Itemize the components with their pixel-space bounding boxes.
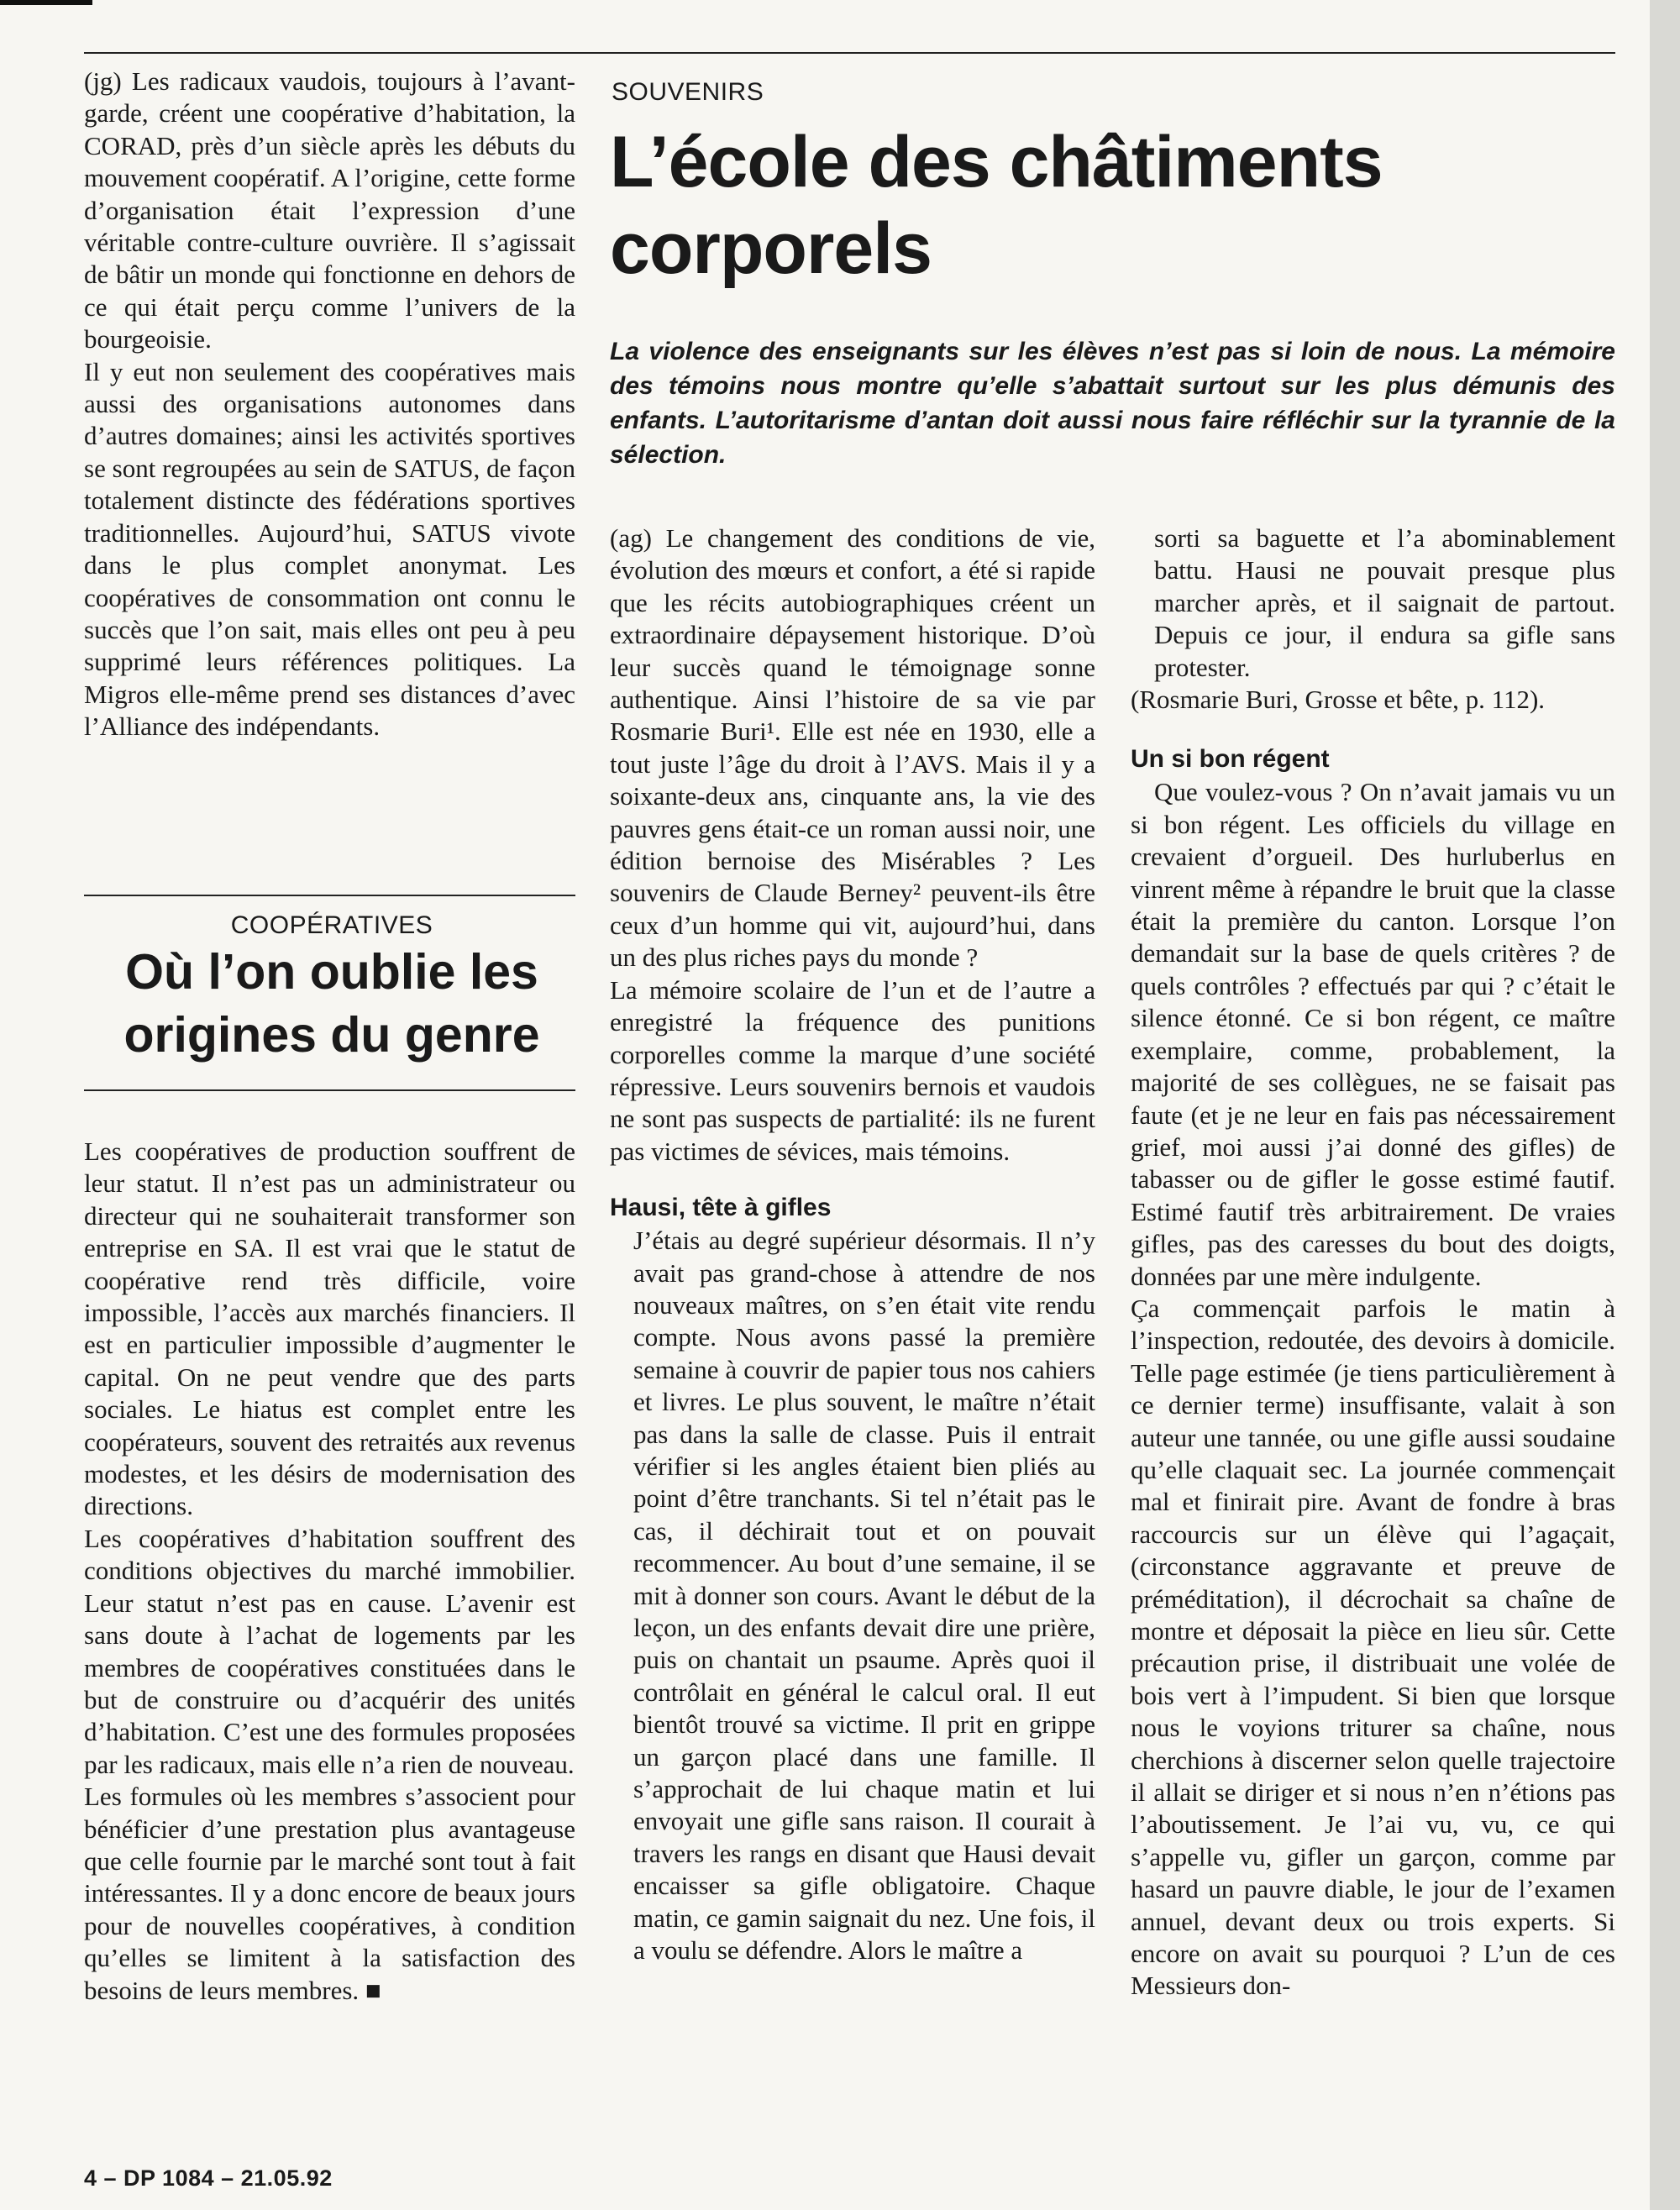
- left-intro-paragraph-2: Il y eut non seulement des coopératives mais aussi des organisations autonomes dans d’autres domaines; ainsi les activités sportives se sont regroupées au sein de SATUS, de façon totalement distincte des fédérations sportives traditionnelles. Aujourd’hui, SATUS vivote dans le plus complet anonymat. Les coopératives de consommation ont connu le succès que l’on sait, mais elles ont peu à peu supprimé leurs références politiques. La Migros elle-même prend ses distances d’avec l’Alliance des indépendants.: [84, 356, 575, 742]
- left-intro-column: [84, 66, 575, 743]
- page-right-edge: [1650, 0, 1680, 2210]
- subhead-bon-regent: Un si bon régent: [1131, 745, 1330, 774]
- top-rule: [84, 52, 1615, 54]
- side-article-title: Où l’on oublie les origines du genre: [123, 944, 540, 1063]
- main-col1-quote: J’étais au degré supérieur désormais. Il n’y avait pas grand-chose à attendre de nos nouveaux maîtres, on s’en était vite rendu compte. Nous avons passé la première semaine à couvrir de papier tous nos cahiers et livres. Le plus souvent, le maître n’était pas dans la salle de classe. Puis il entrait vérifier si les angles étaient bien pliés au point d’être tranchants. Si tel n’était pas le cas, il déchirait tout et on pouvait recommencer. Au bout d’une semaine, il se mit à donner son cours. Avant le début de la leçon, un des enfants devait dire une prière, puis on chantait un psaume. Après quoi il contrôlait en général le calcul oral. Il eut bientôt trouvé sa victime. Il prit en grippe un garçon placé dans une famille. Il s’approchait de lui chaque matin et lui envoyait une gifle sans raison. Il courait à travers les rangs en disant que Hausi devait encaisser sa gifle obligatoire. Chaque matin, ce gamin saignait du nez. Une fois, il a voulu se défendre. Alors le maître a: [633, 1226, 1095, 1966]
- main-article-column-1: [610, 522, 1095, 1966]
- side-article-paragraph-3: Les formules où les membres s’associent pour bénéficier d’une prestation plus avantageuse que celle fournie par le marché sont tout à fait intéressantes. Il y a donc encore de beaux jours pour de nouvelles coopératives, à condition qu’elles se limitent à la satisfaction des besoins de leurs membres. ■: [84, 1782, 575, 2005]
- page-top-border: [0, 0, 1680, 15]
- main-col1-paragraph-2: La mémoire scolaire de l’un et de l’autre a enregistré la fréquence des punitions corporelles comme la marque d’une société répressive. Leurs souvenirs bernois et vaudois ne sont pas suspects de partialité: ils ne furent pas victimes de sévices, mais témoins.: [610, 974, 1095, 1166]
- top-corner-mark: [0, 0, 92, 5]
- main-article-lead: La violence des enseignants sur les élèves n’est pas si loin de nous. La mémoire des témoins nous montre qu’elle s’abattait surtout sur les plus démunis des enfants. L’autoritarisme d’antan doit aussi nous faire réfléchir sur la tyrannie de la sélection.: [610, 338, 1615, 469]
- main-col2-citation: (Rosmarie Buri, Grosse et bête, p. 112).: [1131, 685, 1546, 715]
- side-article-paragraph-1: Les coopératives de production souffrent de leur statut. Il n’est pas un administrateur ou directeur qui ne souhaiterait transformer son entreprise en SA. Il est vrai que le statut de coopérative rend très difficile, voire impossible, l’accès aux marchés financiers. Il est en particulier impossible d’augmenter le capital. On ne peut vendre que des parts sociales. Le hiatus est complet entre les coopérateurs, souvent des retraités aux revenus modestes, et les désirs de modernisation des directions.: [84, 1136, 575, 1521]
- main-article-kicker: SOUVENIRS: [612, 78, 764, 106]
- side-article-bottom-rule: [84, 1089, 575, 1091]
- side-article-top-rule: [84, 895, 575, 896]
- main-col2-paragraph-2: Ça commençait parfois le matin à l’inspection, redoutée, des devoirs à domicile. Telle page estimée (je tiens particulièrement à ce dernier terme) insuffisante, valait à son auteur une tannée, ou une gifle aussi soudaine qu’elle claquait sec. La journée commençait mal et finirait pire. Avant de fondre à bras raccourcis sur un élève qui l’agaçait, (circonstance aggravante et preuve de préméditation), il décrochait sa chaîne de montre et déposait la pièce en lieu sûr. Cette précaution prise, il distribuait une volée de bois vert à l’impudent. Si bien que lorsque nous le voyions triturer sa chaîne, nous cherchions à discerner selon quelle trajectoire il allait se diriger et si nous n’en n’étions pas l’aboutissement. Je l’ai vu, vu, ce qui s’appelle vu, gifler un garçon, comme par hasard un pauvre diable, le jour de l’examen annuel, devant deux ou trois experts. Si encore on avait su pourquoi ? L’un de ces Messieurs don-: [1131, 1293, 1615, 2001]
- side-article-body: [84, 1136, 575, 2007]
- main-col2-quote: sorti sa baguette et l’a abominablement battu. Hausi ne pouvait presque plus marcher après, et il saignait de partout. Depuis ce jour, il endura sa gifle sans protester.: [1154, 523, 1615, 682]
- subhead-hausi: Hausi, tête à gifles: [610, 1194, 832, 1222]
- main-col1-paragraph-1: (ag) Le changement des conditions de vie, évolution des mœurs et confort, a été si rapide que les récits autobiographiques créent un extraordinaire dépaysement historique. D’où leur succès quand le témoignage sonne authentique. Ainsi l’histoire de sa vie par Rosmarie Buri¹. Elle est née en 1930, elle a tout juste l’âge du droit à l’AVS. Mais il y a soixante-deux ans, cinquante ans, la vie des pauvres gens était-ce un roman aussi noir, une édition bernoise des Misérables ? Les souvenirs de Claude Berney² peuvent-ils être ceux d’un homme qui vit, aujourd’hui, dans un des plus riches pays du monde ?: [610, 523, 1095, 973]
- main-article-title: L’école des châtiments corporels: [610, 122, 1383, 289]
- side-article-paragraph-2: Les coopératives d’habitation souffrent des conditions objectives du marché immobilier. Leur statut n’est pas en cause. L’avenir est sans doute à l’achat de logements par les membres de coopératives constituées dans le but de construire ou d’acquérir des unités d’habitation. C’est une des formules proposées par les radicaux, mais elle n’a rien de nouveau.: [84, 1523, 575, 1779]
- main-col2-paragraph-1: Que voulez-vous ? On n’avait jamais vu un si bon régent. Les officiels du village en crevaient d’orgueil. Des hurluberlus en vinrent même à répandre le bruit que la classe était la première du canton. Lorsque l’on demandait sur la base de quels critères ? de quels contrôles ? effectués par qui ? c’était le silence étonné. Ce si bon régent, ce maître exemplaire, comme, probablement, la majorité de ses collègues, ne se faisait pas faute (et je ne leur en fais pas nécessairement grief, moi aussi j’ai donné des gifles) de tabasser ou de gifler le gosse estimé fautif. Estimé fautif très arbitrairement. De vraies gifles, pas des caresses du bout des doigts, données par une mère indulgente.: [1131, 777, 1615, 1291]
- side-article-kicker: COOPÉRATIVES: [230, 911, 433, 939]
- left-intro-paragraph-1: (jg) Les radicaux vaudois, toujours à l’avant-garde, créent une coopérative d’habitation, la CORAD, près d’un siècle après les débuts du mouvement coopératif. A l’origine, cette forme d’organisation était l’expression d’une véritable contre-culture ouvrière. Il s’agissait de bâtir un monde qui fonctionne en dehors de ce qui était perçu comme l’univers de la bourgeoisie.: [84, 66, 575, 354]
- page-footer: 4 – DP 1084 – 21.05.92: [84, 2165, 333, 2191]
- main-article-column-2: [1131, 522, 1615, 2003]
